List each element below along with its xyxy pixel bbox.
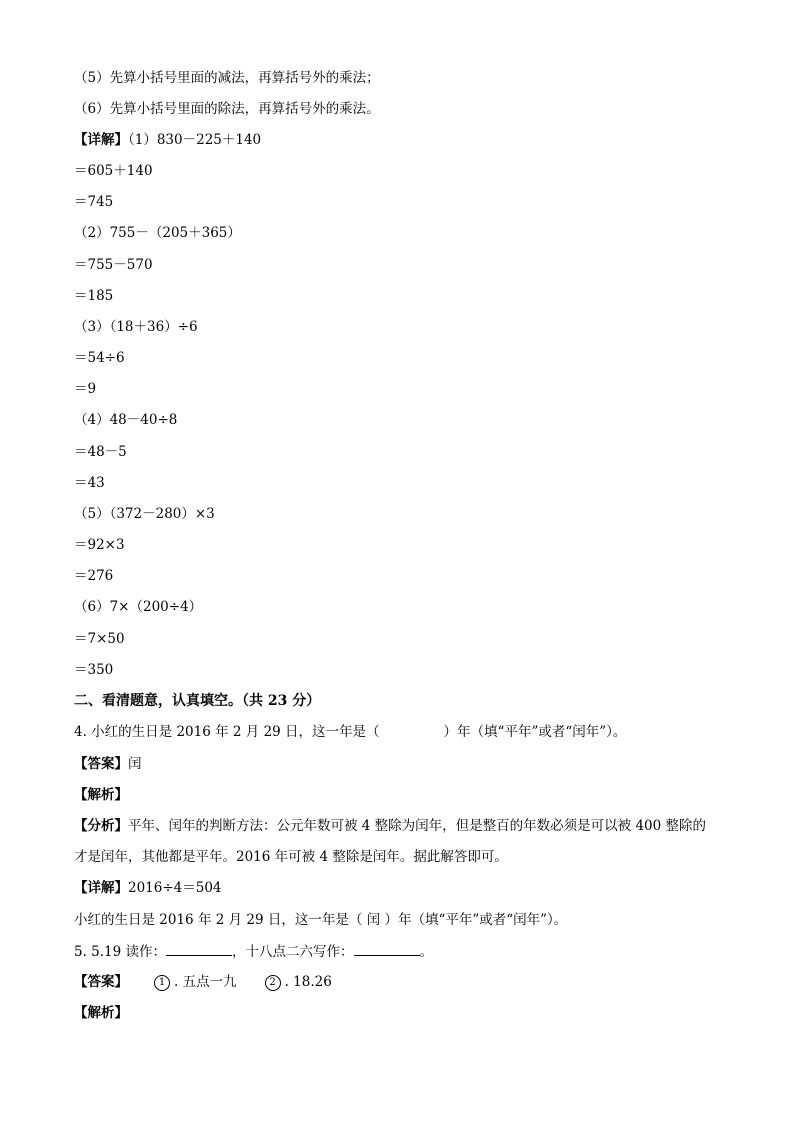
- text-line: （5）先算小括号里面的减法，再算括号外的乘法；: [74, 70, 380, 86]
- q4-detail-line: [74, 879, 222, 897]
- q4-stem-part-b: ）年（填“平年”或者“闰年”）。: [443, 724, 627, 740]
- fenxi-text-1: 平年、闰年的判断方法：公元年数可被 4 整除为闰年，但是整百的年数必须是可以被 400 整除的: [128, 818, 707, 834]
- q5-answer-1: . 五点一九: [174, 974, 237, 990]
- text-line: ＝92×3: [74, 537, 125, 553]
- text-line: ＝185: [74, 288, 114, 304]
- analysis-tag: 【解析】: [74, 787, 128, 803]
- detail-tag: 【详解】: [74, 880, 128, 896]
- text-line: ＝755－570: [74, 257, 153, 273]
- q4-stem-part-a: 4. 小红的生日是 2016 年 2 月 29 日，这一年是（: [74, 724, 380, 740]
- q4-analysis-line-2: 才是闰年，其他都是平年。2016 年可被 4 整除是闰年。据此解答即可。: [74, 849, 508, 865]
- text-line: ＝54÷6: [74, 350, 125, 366]
- q5-answer-line: [74, 973, 332, 991]
- detail-text: 2016÷4＝504: [128, 880, 222, 896]
- text-line: ＝350: [74, 662, 114, 678]
- text-line: ＝276: [74, 568, 114, 584]
- answer-tag: 【答案】: [74, 756, 128, 772]
- question-5-stem: [74, 942, 433, 961]
- q4-analysis-line-1: [74, 817, 706, 835]
- question-4-stem: [74, 723, 626, 741]
- text-line: （6）先算小括号里面的除法，再算括号外的乘法。: [74, 101, 380, 117]
- text-line: ＝9: [74, 381, 97, 397]
- q5-answer-2: . 18.26: [284, 974, 332, 990]
- circled-number-1: 1: [154, 975, 170, 991]
- text-line: （4）48－40÷8: [74, 412, 178, 428]
- text-line: （5）（372－280）×3: [74, 506, 215, 522]
- q5-blank-1: [166, 942, 232, 956]
- q5-stem-part-b: ，十八点二六写作：: [232, 944, 354, 960]
- q4-answer-line: [74, 755, 142, 773]
- text-line: ＝745: [74, 194, 114, 210]
- text-line: ＝43: [74, 475, 105, 491]
- text-line: （3）（18＋36）÷6: [74, 319, 198, 335]
- text-line: （2）755－（205＋365）: [74, 225, 241, 241]
- q4-final-line: 小红的生日是 2016 年 2 月 29 日，这一年是（ 闰 ）年（填“平年”或者“闰年”）。: [74, 912, 568, 928]
- detail-tag: 【详解】: [74, 132, 128, 148]
- fenxi-tag: 【分析】: [74, 818, 128, 834]
- detail-line: [74, 131, 261, 149]
- q4-answer: 闰: [128, 756, 142, 772]
- text-line: ＝7×50: [74, 631, 125, 647]
- q5-blank-2: [354, 942, 420, 956]
- circled-number-2: 2: [265, 975, 281, 991]
- text-line: ＝48－5: [74, 444, 127, 460]
- q5-stem-part-a: 5. 5.19 读作：: [74, 944, 167, 960]
- analysis-tag: 【解析】: [74, 1005, 128, 1021]
- section-heading: 二、看清题意，认真填空。（共 23 分）: [74, 693, 321, 709]
- detail-text: （1）830－225＋140: [128, 132, 262, 148]
- answer-tag: 【答案】: [74, 974, 128, 990]
- text-line: ＝605＋140: [74, 163, 153, 179]
- text-line: （6）7×（200÷4）: [74, 599, 203, 615]
- q5-stem-part-c: 。: [419, 944, 434, 960]
